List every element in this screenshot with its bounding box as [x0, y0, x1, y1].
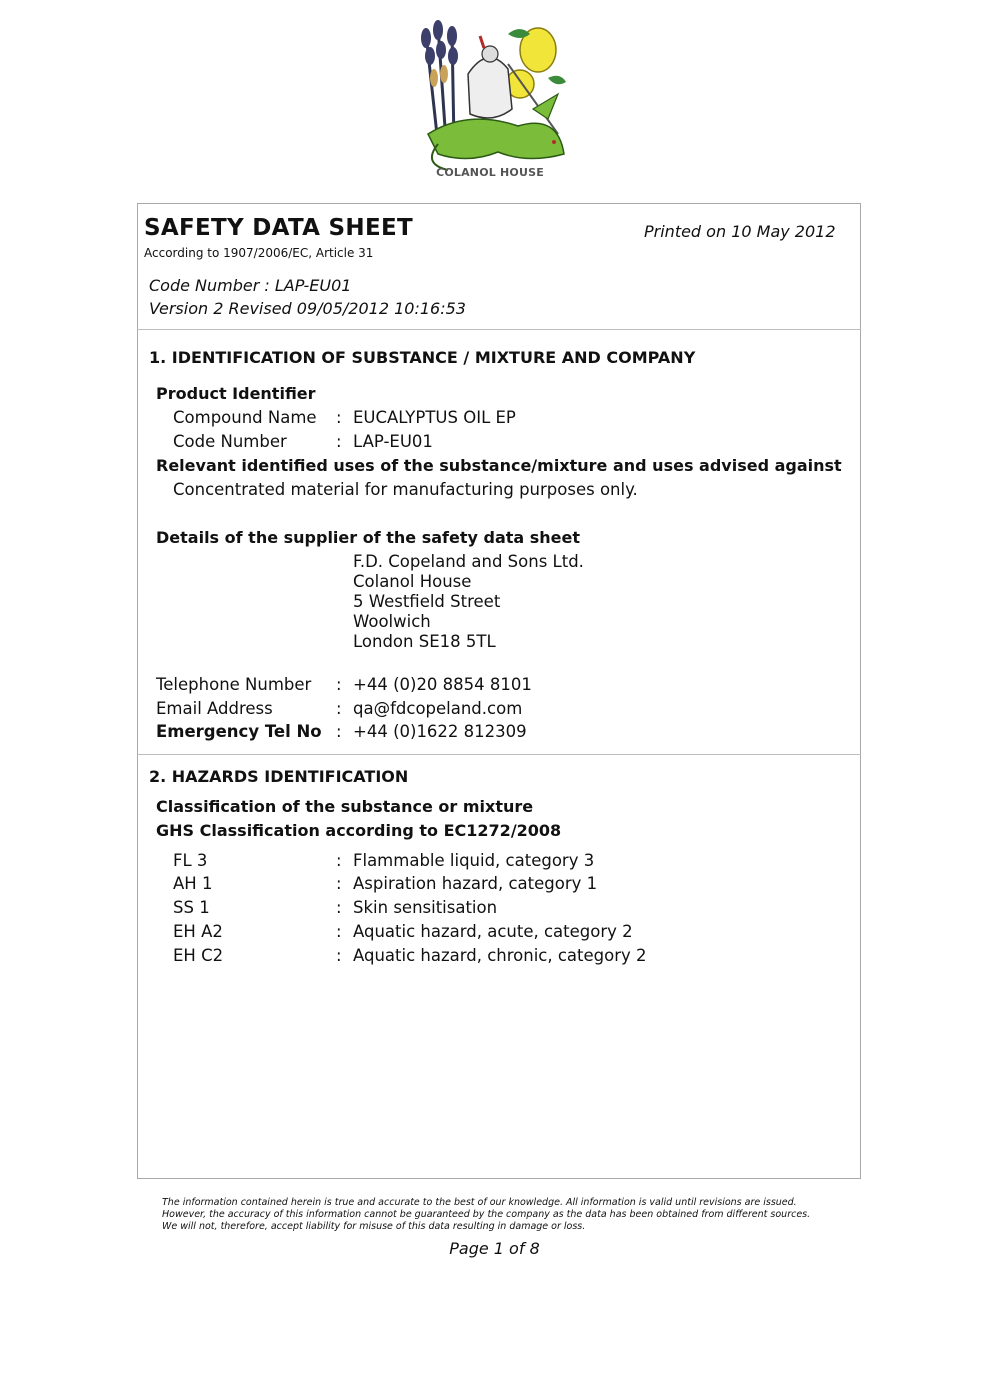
email-label: Email Address	[156, 699, 273, 718]
field-separator: :	[336, 675, 342, 694]
telephone-label: Telephone Number	[156, 675, 312, 694]
compound-name-label: Compound Name	[173, 408, 317, 427]
section-divider	[137, 754, 861, 755]
colanol-house-logo	[408, 14, 572, 184]
printed-on-date: Printed on 10 May 2012	[644, 222, 836, 241]
compound-name-value: EUCALYPTUS OIL EP	[353, 408, 516, 427]
supplier-heading: Details of the supplier of the safety data sheet	[156, 528, 581, 547]
hazard-code: EH A2	[173, 922, 223, 941]
field-separator: :	[336, 922, 342, 941]
supplier-address-line: London SE18 5TL	[353, 632, 496, 651]
hazard-code: SS 1	[173, 898, 210, 917]
hazard-description: Aquatic hazard, acute, category 2	[353, 922, 633, 941]
supplier-address-line: 5 Westfield Street	[353, 592, 501, 611]
field-separator: :	[336, 874, 342, 893]
section-2-heading: 2. HAZARDS IDENTIFICATION	[149, 767, 409, 786]
version-revised: Version 2 Revised 09/05/2012 10:16:53	[149, 299, 466, 318]
emergency-tel-value: +44 (0)1622 812309	[353, 722, 527, 741]
field-separator: :	[336, 946, 342, 965]
field-separator: :	[336, 722, 342, 741]
disclaimer-text: The information contained herein is true and accurate to the best of our knowledge. All information is valid until revisions are issued. However, the accuracy of this information cannot be guaranteed by the company as the data has been obtained from different sources. We will not, therefore, accept liability for misuse of this data resulting in damage or loss.	[162, 1197, 811, 1232]
field-separator: :	[336, 408, 342, 427]
relevant-uses-text: Concentrated material for manufacturing purposes only.	[173, 480, 638, 499]
product-identifier-heading: Product Identifier	[156, 384, 316, 403]
emergency-tel-label: Emergency Tel No	[156, 722, 322, 741]
hazard-code: FL 3	[173, 851, 208, 870]
document-title: SAFETY DATA SHEET	[144, 215, 413, 241]
code-number-label: Code Number	[173, 432, 287, 451]
hazard-code: AH 1	[173, 874, 213, 893]
supplier-address-line: Colanol House	[353, 572, 472, 591]
email-value: qa@fdcopeland.com	[353, 699, 523, 718]
regulation-reference: According to 1907/2006/EC, Article 31	[144, 246, 374, 260]
field-separator: :	[336, 432, 342, 451]
hazard-description: Aspiration hazard, category 1	[353, 874, 598, 893]
logo-caption: COLANOL HOUSE	[436, 166, 544, 179]
ghs-classification-heading: GHS Classification according to EC1272/2008	[156, 821, 562, 840]
telephone-value: +44 (0)20 8854 8101	[353, 675, 532, 694]
header-code-number: Code Number : LAP-EU01	[149, 276, 352, 295]
hazard-description: Skin sensitisation	[353, 898, 498, 917]
hazard-code: EH C2	[173, 946, 224, 965]
supplier-address-line: F.D. Copeland and Sons Ltd.	[353, 552, 584, 571]
classification-heading: Classification of the substance or mixture	[156, 797, 534, 816]
section-1-heading: 1. IDENTIFICATION OF SUBSTANCE / MIXTURE AND COMPANY	[149, 348, 696, 367]
field-separator: :	[336, 699, 342, 718]
hazard-description: Flammable liquid, category 3	[353, 851, 595, 870]
hazard-description: Aquatic hazard, chronic, category 2	[353, 946, 647, 965]
field-separator: :	[336, 851, 342, 870]
field-separator: :	[336, 898, 342, 917]
header-divider	[137, 329, 861, 330]
page-number: Page 1 of 8	[449, 1239, 540, 1258]
relevant-uses-heading: Relevant identified uses of the substance/mixture and uses advised against	[156, 456, 842, 475]
code-number-value: LAP-EU01	[353, 432, 433, 451]
supplier-address-line: Woolwich	[353, 612, 431, 631]
